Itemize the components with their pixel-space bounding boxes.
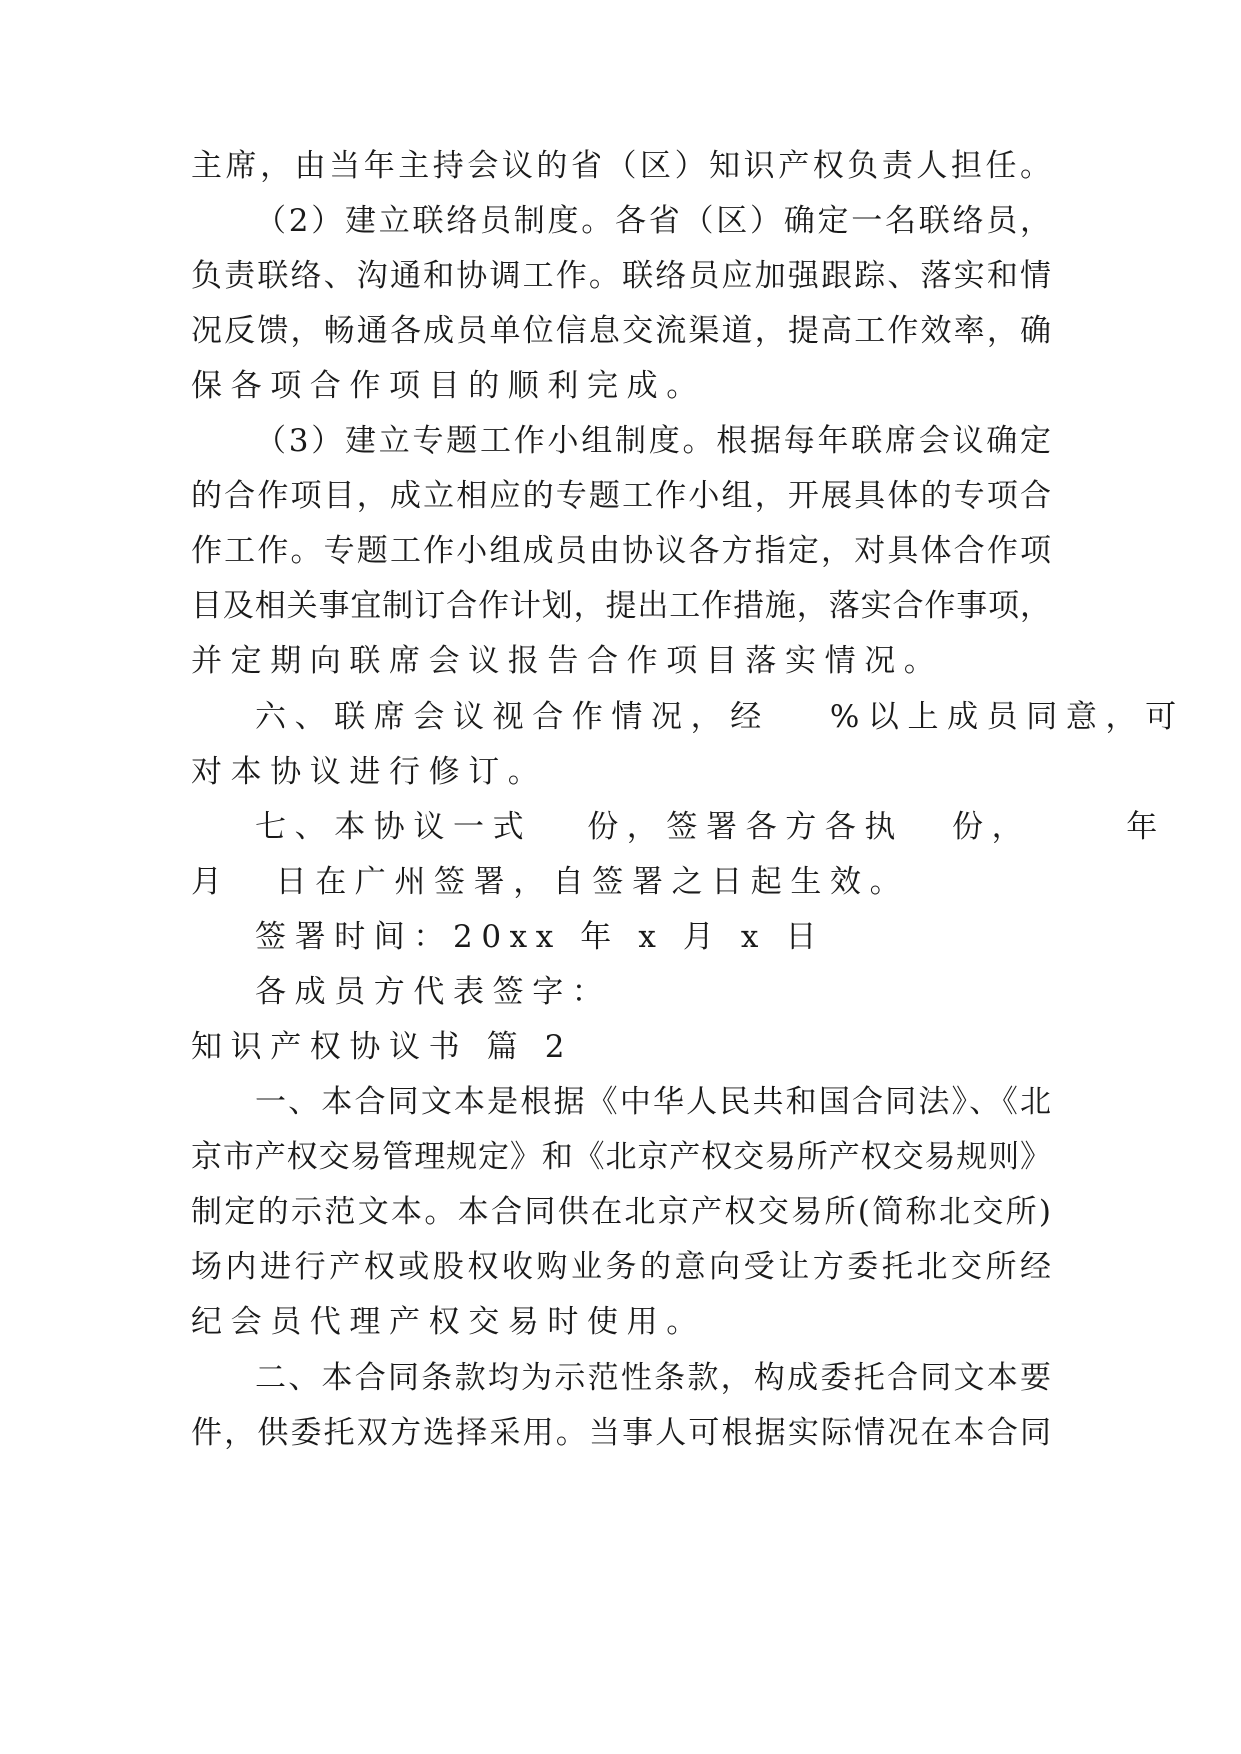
text-segment: 七、本协议一式 xyxy=(255,809,533,845)
signature-label: 各成员方代表签字： xyxy=(255,974,612,1010)
text-segment: %以上成员同意，可 xyxy=(829,699,1185,735)
text-segment: 年 xyxy=(1126,809,1166,845)
paragraph-line: 目及相关事宜制订合作计划，提出工作措施，落实合作事项， xyxy=(191,588,1051,624)
paragraph-line: 的合作项目，成立相应的专题工作小组，开展具体的专项合 xyxy=(191,478,1051,514)
paragraph-line: 场内进行产权或股权收购业务的意向受让方委托北交所经 xyxy=(191,1249,1051,1285)
paragraph-line: 制定的示范文本。本合同供在北京产权交易所(简称北交所) xyxy=(191,1194,1051,1230)
paragraph-line: （3）建立专题工作小组制度。根据每年联席会议确定 xyxy=(255,423,1051,459)
paragraph-line: 负责联络、沟通和协调工作。联络员应加强跟踪、落实和情 xyxy=(191,258,1051,294)
paragraph-line xyxy=(255,697,1185,737)
paragraph-line: 件，供委托双方选择采用。当事人可根据实际情况在本合同 xyxy=(191,1415,1051,1451)
text-segment: 六、联席会议视合作情况，经 xyxy=(255,699,770,735)
text-segment: 份，签署各方各执 xyxy=(587,809,905,845)
section-title: 知识产权协议书 篇 2 xyxy=(191,1029,574,1065)
text-segment: 月 xyxy=(191,864,231,900)
paragraph-line: （2）建立联络员制度。各省（区）确定一名联络员， xyxy=(255,203,1051,239)
paragraph-line: 保各项合作项目的顺利完成。 xyxy=(191,368,706,404)
paragraph-line: 一、本合同文本是根据《中华人民共和国合同法》、《北 xyxy=(255,1084,1051,1120)
paragraph-line: 纪会员代理产权交易时使用。 xyxy=(191,1304,706,1340)
paragraph-line xyxy=(191,862,1051,902)
paragraph-line: 主席，由当年主持会议的省（区）知识产权负责人担任。 xyxy=(191,148,1051,184)
paragraph-line xyxy=(255,807,1166,847)
text-segment: 日在广州签署，自签署之日起生效。 xyxy=(275,864,910,900)
paragraph-line: 并定期向联席会议报告合作项目落实情况。 xyxy=(191,643,944,679)
paragraph-line: 对本协议进行修订。 xyxy=(191,754,548,790)
paragraph-line: 二、本合同条款均为示范性条款，构成委托合同文本要 xyxy=(255,1360,1051,1396)
text-segment: 份， xyxy=(952,809,1032,845)
signing-time: 签署时间：20xx 年 x 月 x 日 xyxy=(255,919,826,955)
paragraph-line: 况反馈，畅通各成员单位信息交流渠道，提高工作效率，确 xyxy=(191,313,1051,349)
paragraph-line: 京市产权交易管理规定》和《北京产权交易所产权交易规则》 xyxy=(191,1139,1051,1175)
paragraph-line: 作工作。专题工作小组成员由协议各方指定，对具体合作项 xyxy=(191,533,1051,569)
